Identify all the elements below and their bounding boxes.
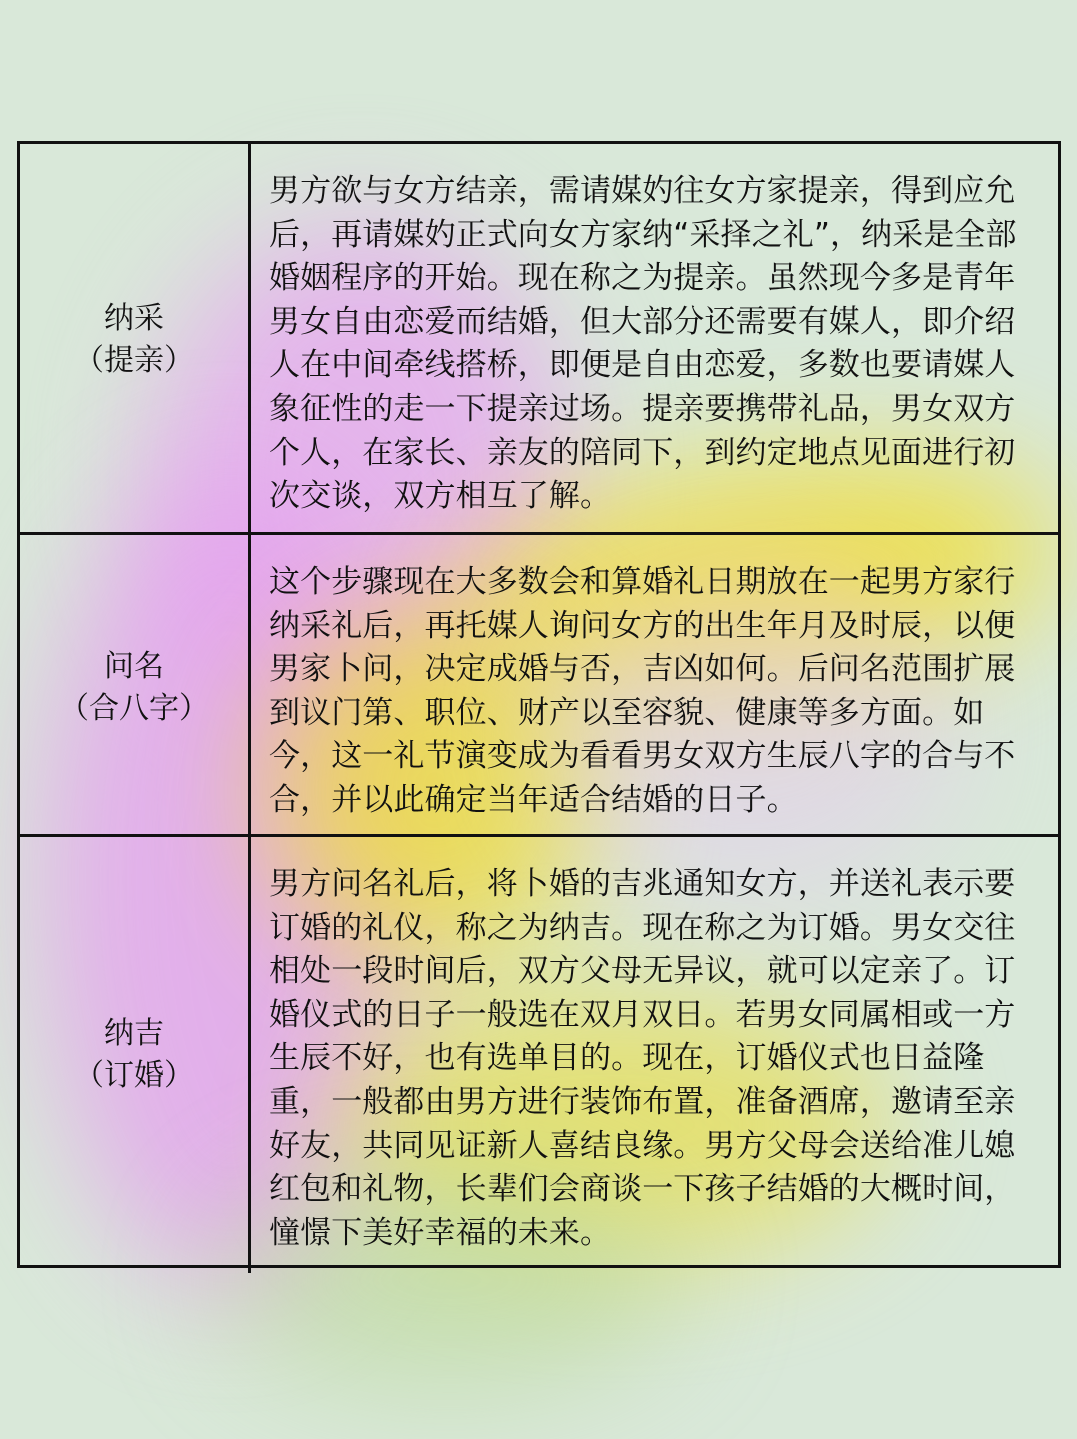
ritual-subtitle: （合八字） [59, 690, 209, 726]
ritual-name-cell [20, 535, 251, 841]
ritual-description-cell [251, 144, 1058, 537]
ritual-title: 问名 [104, 648, 164, 684]
table-row [20, 837, 1058, 1265]
ritual-description: 男方问名礼后，将卜婚的吉兆通知女方，并送礼表示要订婚的礼仪，称之为纳吉。现在称之为订婚。男女交往相处一段时间后，双方父母无异议，就可以定亲了。订婚仪式的日子一般选在双月双日。若男女同属相或一方生辰不好，也有选单目的。现在，订婚仪式也日益隆重，一般都由男方进行装饰布置，准备酒席，邀请至亲好友，共同见证新人喜结良缘。男方父母会送给准儿媳红包和礼物，长辈们会商谈一下孩子结婚的大概时间，憧憬下美好幸福的未来。 [269, 866, 1016, 1251]
ritual-description: 男方欲与女方结亲，需请媒妁往女方家提亲，得到应允后，再请媒妁正式向女方家纳“采择之礼”，纳采是全部婚姻程序的开始。现在称之为提亲。虽然现今多是青年男女自由恋爱而结婚，但大部分还需要有媒人，即介绍人在中间牵线搭桥，即便是自由恋爱，多数也要请媒人象征性的走一下提亲过场。提亲要携带礼品，男女双方个人，在家长、亲友的陪同下，到约定地点见面进行初次交谈，双方相互了解。 [269, 173, 1017, 515]
ritual-name-cell [20, 144, 251, 537]
wedding-customs-table [17, 141, 1061, 1268]
ritual-name-cell [20, 837, 251, 1273]
table-row [20, 535, 1058, 837]
ritual-title: 纳采 [104, 301, 164, 337]
ritual-subtitle: （订婚） [74, 1058, 194, 1094]
ritual-description-cell [251, 535, 1058, 841]
ritual-description-cell [251, 837, 1058, 1273]
ritual-description: 这个步骤现在大多数会和算婚礼日期放在一起男方家行纳采礼后，再托媒人询问女方的出生年月及时辰，以便男家卜问，决定成婚与否，吉凶如何。后问名范围扩展到议门第、职位、财产以至容貌、健康等多方面。如今，这一礼节演变成为看看男女双方生辰八字的合与不合，并以此确定当年适合结婚的日子。 [269, 564, 1016, 818]
ritual-title: 纳吉 [104, 1016, 164, 1052]
table-row [20, 144, 1058, 535]
ritual-subtitle: （提亲） [74, 343, 194, 379]
